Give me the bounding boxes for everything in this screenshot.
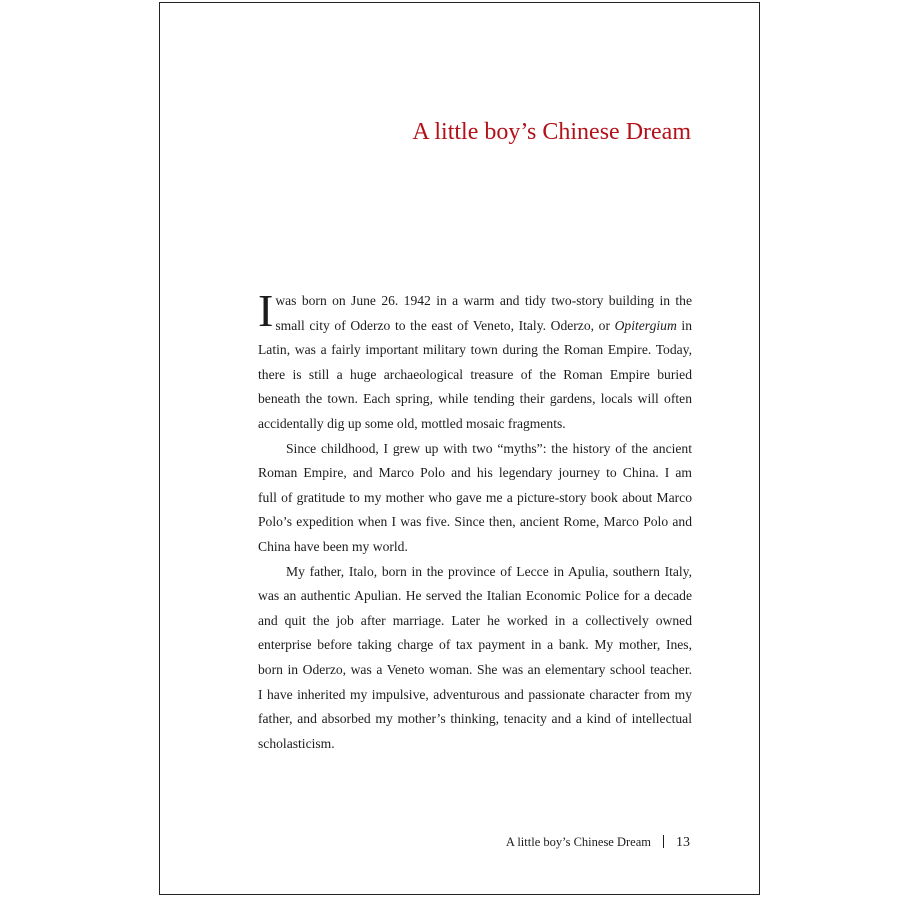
chapter-title: A little boy’s Chinese Dream [412, 119, 691, 145]
text-line: My father, Italo, born in the province of Lecce in Apulia, southern Italy, [286, 563, 692, 579]
paragraph-1 [258, 285, 692, 437]
page-footer [506, 835, 690, 851]
paragraph-3 [258, 560, 692, 757]
text-line: Since childhood, I grew up with two “myths”: the history of the ancient [286, 440, 692, 456]
text-line: was an authentic Apulian. He served the Italian Economic Police for a decade [258, 588, 692, 604]
text-line: was born on June 26. 1942 in a warm and tidy two-story building in the [275, 293, 692, 308]
text-line: born in Oderzo, was a Veneto woman. She was an elementary school teacher. [258, 661, 692, 677]
text-line: Roman Empire, and Marco Polo and his legendary journey to China. I am [258, 465, 692, 481]
text-line-segment: small city of Oderzo to the east of Veneto, Italy. Oderzo, or [275, 317, 610, 333]
italic-term: Opitergium [614, 317, 677, 333]
page-number: 13 [676, 835, 690, 850]
text-line [258, 314, 692, 339]
text-line: enterprise before taking charge of tax payment in a bank. My mother, Ines, [258, 637, 692, 653]
body-text [258, 285, 692, 756]
text-line: I have inherited my impulsive, adventurous and passionate character from my [258, 686, 692, 702]
text-line: China have been my world. [258, 538, 408, 554]
text-line: Latin, was a fairly important military town during the Roman Empire. Today, [258, 342, 692, 358]
text-line: father, and absorbed my mother’s thinking, tenacity and a kind of intellectual [258, 711, 692, 727]
text-line: full of gratitude to my mother who gave me a picture-story book about Marco [258, 489, 692, 505]
text-line: beneath the town. Each spring, while tending their gardens, locals will often [258, 391, 692, 407]
footer-divider [663, 835, 664, 848]
text-line: scholasticism. [258, 735, 335, 751]
text-line: Polo’s expedition when I was five. Since then, ancient Rome, Marco Polo and [258, 514, 692, 530]
text-line: there is still a huge archaeological treasure of the Roman Empire buried [258, 366, 692, 382]
paragraph-2 [258, 437, 692, 560]
drop-cap: I [258, 285, 274, 336]
text-line: accidentally dig up some old, mottled mosaic fragments. [258, 415, 566, 431]
text-line: and quit the job after marriage. Later he worked in a collectively owned [258, 612, 692, 628]
book-page [159, 2, 760, 895]
text-line-segment: in [676, 317, 692, 333]
running-title: A little boy’s Chinese Dream [505, 835, 651, 849]
